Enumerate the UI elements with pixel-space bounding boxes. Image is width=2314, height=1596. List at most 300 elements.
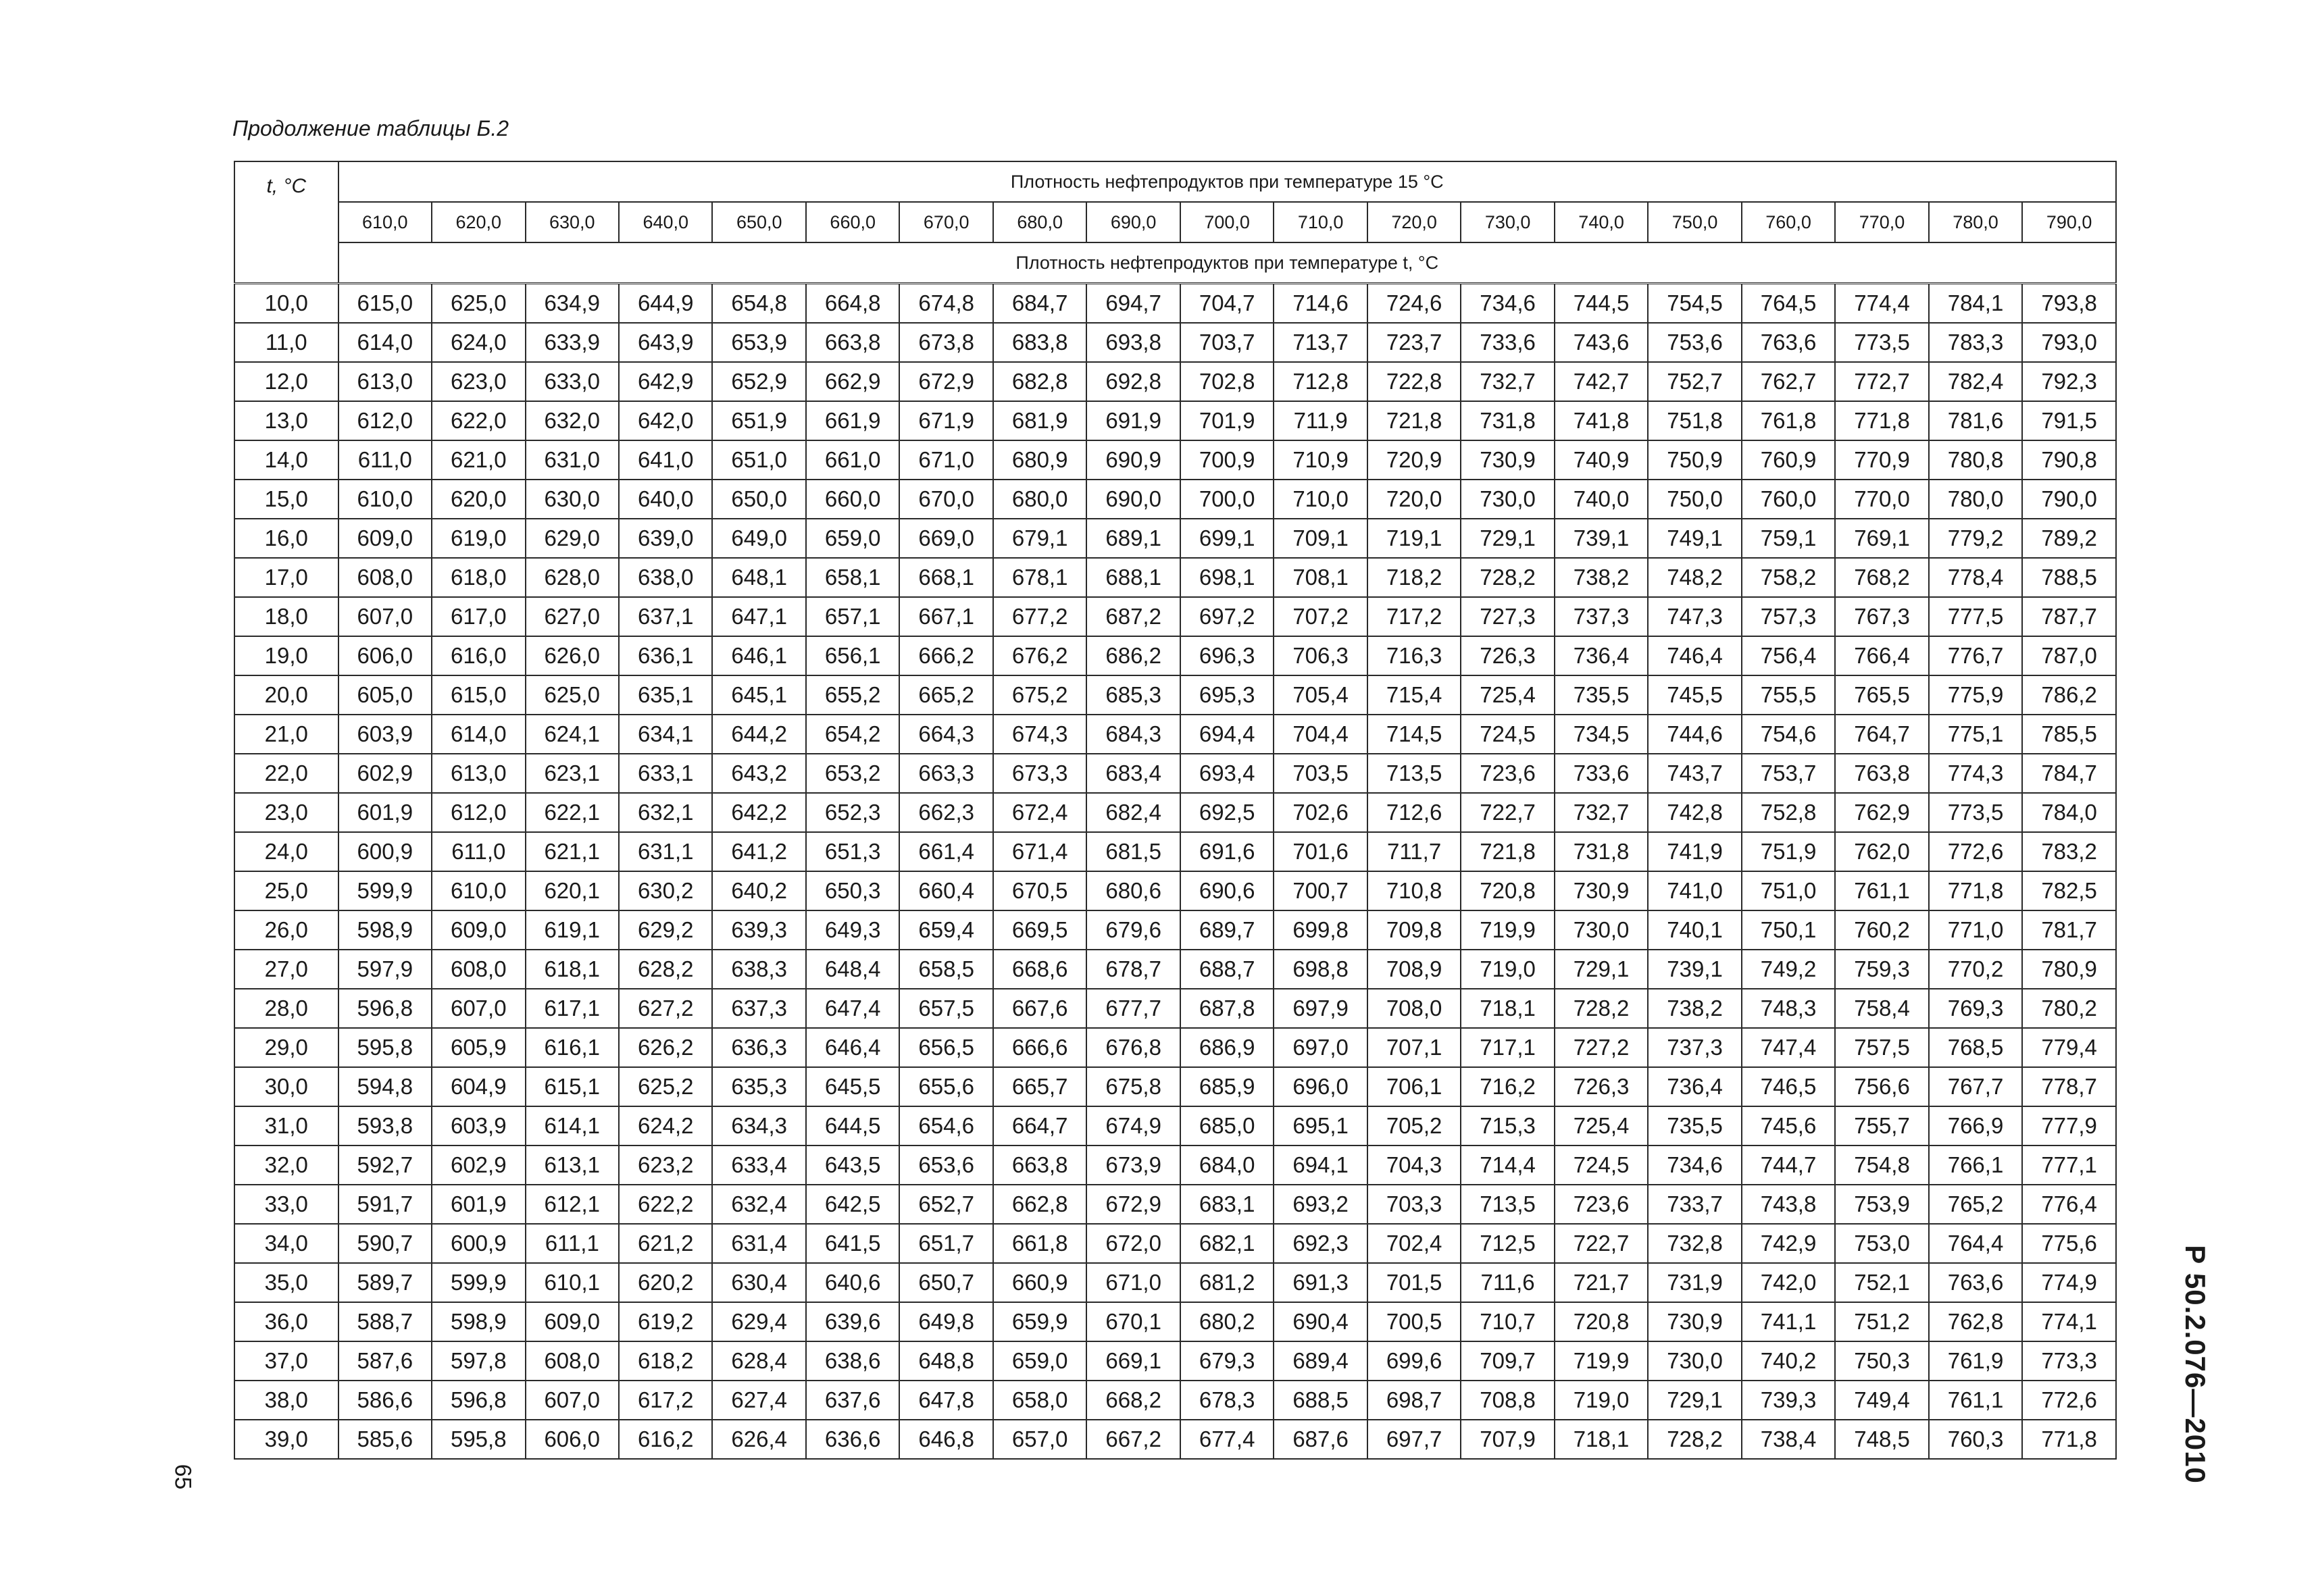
density-cell: 667,2 bbox=[1086, 1420, 1180, 1459]
density-cell: 610,1 bbox=[526, 1263, 619, 1302]
density-cell: 762,7 bbox=[1742, 362, 1835, 401]
density-cell: 702,6 bbox=[1274, 793, 1367, 832]
density-cell: 606,0 bbox=[526, 1420, 619, 1459]
density-cell: 616,1 bbox=[526, 1028, 619, 1067]
density-cell: 768,5 bbox=[1929, 1028, 2022, 1067]
density-cell: 638,3 bbox=[712, 950, 805, 989]
density-cell: 741,8 bbox=[1555, 401, 1648, 440]
density-cell: 705,2 bbox=[1367, 1106, 1461, 1145]
density-cell: 758,2 bbox=[1742, 558, 1835, 597]
density-cell: 607,0 bbox=[338, 597, 432, 636]
density-cell: 681,5 bbox=[1086, 832, 1180, 871]
density-cell: 642,2 bbox=[712, 793, 805, 832]
density-cell: 664,8 bbox=[806, 284, 899, 324]
density-cell: 780,0 bbox=[1929, 480, 2022, 519]
density-cell: 619,1 bbox=[526, 910, 619, 950]
density-cell: 753,9 bbox=[1835, 1185, 1928, 1224]
density-cell: 649,8 bbox=[899, 1302, 992, 1341]
density-cell: 750,0 bbox=[1648, 480, 1741, 519]
density-cell: 776,7 bbox=[1929, 636, 2022, 675]
density-cell: 779,4 bbox=[2022, 1028, 2116, 1067]
density-cell: 599,9 bbox=[432, 1263, 525, 1302]
density-cell: 790,0 bbox=[2022, 480, 2116, 519]
density-cell: 616,0 bbox=[432, 636, 525, 675]
density-cell: 600,9 bbox=[432, 1224, 525, 1263]
density-cell: 783,3 bbox=[1929, 323, 2022, 362]
density-cell: 716,3 bbox=[1367, 636, 1461, 675]
density-cell: 732,7 bbox=[1555, 793, 1648, 832]
density-cell: 604,9 bbox=[432, 1067, 525, 1106]
density-cell: 649,3 bbox=[806, 910, 899, 950]
density-cell: 624,2 bbox=[619, 1106, 712, 1145]
table-row bbox=[234, 1067, 2116, 1106]
density-column-header: 690,0 bbox=[1086, 202, 1180, 242]
density-cell: 673,8 bbox=[899, 323, 992, 362]
density-cell: 609,0 bbox=[432, 910, 525, 950]
density-cell: 774,3 bbox=[1929, 754, 2022, 793]
density-cell: 677,2 bbox=[993, 597, 1086, 636]
density-cell: 720,9 bbox=[1367, 440, 1461, 480]
temperature-cell: 34,0 bbox=[234, 1224, 338, 1263]
density-cell: 679,6 bbox=[1086, 910, 1180, 950]
density-cell: 713,7 bbox=[1274, 323, 1367, 362]
density-cell: 635,3 bbox=[712, 1067, 805, 1106]
density-cell: 705,4 bbox=[1274, 675, 1367, 715]
density-cell: 782,4 bbox=[1929, 362, 2022, 401]
density-cell: 708,1 bbox=[1274, 558, 1367, 597]
density-cell: 714,4 bbox=[1461, 1145, 1554, 1185]
density-cell: 772,6 bbox=[1929, 832, 2022, 871]
table-row bbox=[234, 1185, 2116, 1224]
table-row bbox=[234, 910, 2116, 950]
density-cell: 710,0 bbox=[1274, 480, 1367, 519]
table-row bbox=[234, 558, 2116, 597]
density-cell: 742,9 bbox=[1742, 1224, 1835, 1263]
density-cell: 671,4 bbox=[993, 832, 1086, 871]
density-cell: 752,7 bbox=[1648, 362, 1741, 401]
density-cell: 707,9 bbox=[1461, 1420, 1554, 1459]
density-cell: 761,1 bbox=[1835, 871, 1928, 910]
density-cell: 745,6 bbox=[1742, 1106, 1835, 1145]
density-cell: 729,1 bbox=[1461, 519, 1554, 558]
density-cell: 709,8 bbox=[1367, 910, 1461, 950]
page-number: 65 bbox=[170, 1464, 196, 1489]
density-cell: 772,6 bbox=[2022, 1381, 2116, 1420]
density-cell: 667,6 bbox=[993, 989, 1086, 1028]
density-cell: 722,8 bbox=[1367, 362, 1461, 401]
density-cell: 689,1 bbox=[1086, 519, 1180, 558]
density-cell: 698,8 bbox=[1274, 950, 1367, 989]
density-cell: 625,0 bbox=[526, 675, 619, 715]
density-cell: 761,1 bbox=[1929, 1381, 2022, 1420]
density-cell: 638,0 bbox=[619, 558, 712, 597]
density-cell: 680,9 bbox=[993, 440, 1086, 480]
density-cell: 646,4 bbox=[806, 1028, 899, 1067]
density-cell: 787,0 bbox=[2022, 636, 2116, 675]
table-row bbox=[234, 950, 2116, 989]
density-cell: 731,8 bbox=[1555, 832, 1648, 871]
density-cell: 601,9 bbox=[432, 1185, 525, 1224]
density-cell: 733,7 bbox=[1648, 1185, 1741, 1224]
density-cell: 749,1 bbox=[1648, 519, 1741, 558]
density-cell: 793,8 bbox=[2022, 284, 2116, 324]
document-number-block bbox=[2173, 1243, 2217, 1486]
temperature-cell: 39,0 bbox=[234, 1420, 338, 1459]
density-cell: 713,5 bbox=[1367, 754, 1461, 793]
density-cell: 739,3 bbox=[1742, 1381, 1835, 1420]
density-cell: 606,0 bbox=[338, 636, 432, 675]
density-column-header: 660,0 bbox=[806, 202, 899, 242]
density-cell: 764,5 bbox=[1742, 284, 1835, 324]
density-cell: 623,1 bbox=[526, 754, 619, 793]
density-column-header: 760,0 bbox=[1742, 202, 1835, 242]
density-cell: 612,1 bbox=[526, 1185, 619, 1224]
density-cell: 586,6 bbox=[338, 1381, 432, 1420]
density-cell: 751,0 bbox=[1742, 871, 1835, 910]
density-cell: 649,0 bbox=[712, 519, 805, 558]
density-cell: 697,2 bbox=[1180, 597, 1274, 636]
density-cell: 664,7 bbox=[993, 1106, 1086, 1145]
density-cell: 614,0 bbox=[432, 715, 525, 754]
density-cell: 671,0 bbox=[899, 440, 992, 480]
density-cell: 707,1 bbox=[1367, 1028, 1461, 1067]
density-column-header: 670,0 bbox=[899, 202, 992, 242]
density-cell: 650,7 bbox=[899, 1263, 992, 1302]
density-cell: 648,1 bbox=[712, 558, 805, 597]
density-cell: 659,0 bbox=[993, 1341, 1086, 1381]
density-cell: 737,3 bbox=[1555, 597, 1648, 636]
density-cell: 703,5 bbox=[1274, 754, 1367, 793]
density-cell: 754,5 bbox=[1648, 284, 1741, 324]
density-cell: 595,8 bbox=[338, 1028, 432, 1067]
density-column-header: 640,0 bbox=[619, 202, 712, 242]
density-cell: 777,5 bbox=[1929, 597, 2022, 636]
density-cell: 725,4 bbox=[1461, 675, 1554, 715]
density-cell: 773,5 bbox=[1929, 793, 2022, 832]
temperature-cell: 16,0 bbox=[234, 519, 338, 558]
temperature-column-header bbox=[234, 161, 338, 284]
density-cell: 721,8 bbox=[1461, 832, 1554, 871]
density-cell: 596,8 bbox=[432, 1381, 525, 1420]
density-cell: 674,9 bbox=[1086, 1106, 1180, 1145]
density-cell: 730,0 bbox=[1555, 910, 1648, 950]
density-cell: 621,0 bbox=[432, 440, 525, 480]
table-row bbox=[234, 1145, 2116, 1185]
density-cell: 769,3 bbox=[1929, 989, 2022, 1028]
density-cell: 663,8 bbox=[993, 1145, 1086, 1185]
density-cell: 629,2 bbox=[619, 910, 712, 950]
table-body bbox=[234, 284, 2116, 1460]
density-cell: 673,3 bbox=[993, 754, 1086, 793]
density-cell: 630,0 bbox=[526, 480, 619, 519]
density-cell: 609,0 bbox=[526, 1302, 619, 1341]
density-cell: 692,5 bbox=[1180, 793, 1274, 832]
density-cell: 632,1 bbox=[619, 793, 712, 832]
density-cell: 748,2 bbox=[1648, 558, 1741, 597]
density-cell: 675,2 bbox=[993, 675, 1086, 715]
density-cell: 701,9 bbox=[1180, 401, 1274, 440]
density-cell: 659,4 bbox=[899, 910, 992, 950]
density-cell: 690,4 bbox=[1274, 1302, 1367, 1341]
density-cell: 667,1 bbox=[899, 597, 992, 636]
density-cell: 686,9 bbox=[1180, 1028, 1274, 1067]
density-cell: 704,4 bbox=[1274, 715, 1367, 754]
density-cell: 679,3 bbox=[1180, 1341, 1274, 1381]
table-row bbox=[234, 1341, 2116, 1381]
density-cell: 655,2 bbox=[806, 675, 899, 715]
density-cell: 690,9 bbox=[1086, 440, 1180, 480]
density-cell: 718,1 bbox=[1461, 989, 1554, 1028]
density-cell: 703,7 bbox=[1180, 323, 1274, 362]
density-cell: 757,3 bbox=[1742, 597, 1835, 636]
density-cell: 678,7 bbox=[1086, 950, 1180, 989]
temperature-cell: 33,0 bbox=[234, 1185, 338, 1224]
density-cell: 617,0 bbox=[432, 597, 525, 636]
density-cell: 763,8 bbox=[1835, 754, 1928, 793]
density-cell: 653,2 bbox=[806, 754, 899, 793]
density-cell: 734,6 bbox=[1648, 1145, 1741, 1185]
density-cell: 658,0 bbox=[993, 1381, 1086, 1420]
temperature-cell: 17,0 bbox=[234, 558, 338, 597]
density-cell: 644,2 bbox=[712, 715, 805, 754]
density-cell: 684,0 bbox=[1180, 1145, 1274, 1185]
density-cell: 696,0 bbox=[1274, 1067, 1367, 1106]
density-cell: 682,1 bbox=[1180, 1224, 1274, 1263]
density-cell: 735,5 bbox=[1555, 675, 1648, 715]
density-cell: 669,5 bbox=[993, 910, 1086, 950]
density-cell: 690,0 bbox=[1086, 480, 1180, 519]
density-cell: 628,0 bbox=[526, 558, 619, 597]
density-cell: 766,4 bbox=[1835, 636, 1928, 675]
density-cell: 735,5 bbox=[1648, 1106, 1741, 1145]
density-cell: 632,0 bbox=[526, 401, 619, 440]
density-cell: 668,1 bbox=[899, 558, 992, 597]
density-cell: 627,0 bbox=[526, 597, 619, 636]
density-cell: 643,9 bbox=[619, 323, 712, 362]
density-cell: 766,9 bbox=[1929, 1106, 2022, 1145]
density-cell: 753,0 bbox=[1835, 1224, 1928, 1263]
density-cell: 631,1 bbox=[619, 832, 712, 871]
density-cell: 666,6 bbox=[993, 1028, 1086, 1067]
density-cell: 658,5 bbox=[899, 950, 992, 989]
density-column-header: 650,0 bbox=[712, 202, 805, 242]
temperature-cell: 21,0 bbox=[234, 715, 338, 754]
density-cell: 599,9 bbox=[338, 871, 432, 910]
temperature-cell: 27,0 bbox=[234, 950, 338, 989]
density-cell: 637,1 bbox=[619, 597, 712, 636]
density-cell: 783,2 bbox=[2022, 832, 2116, 871]
density-cell: 730,9 bbox=[1648, 1302, 1741, 1341]
density-cell: 736,4 bbox=[1555, 636, 1648, 675]
density-cell: 676,8 bbox=[1086, 1028, 1180, 1067]
density-cell: 660,9 bbox=[993, 1263, 1086, 1302]
density-cell: 707,2 bbox=[1274, 597, 1367, 636]
density-cell: 791,5 bbox=[2022, 401, 2116, 440]
density-cell: 679,1 bbox=[993, 519, 1086, 558]
density-cell: 695,3 bbox=[1180, 675, 1274, 715]
density-cell: 665,2 bbox=[899, 675, 992, 715]
density-cell: 756,4 bbox=[1742, 636, 1835, 675]
density-cell: 658,1 bbox=[806, 558, 899, 597]
table-row bbox=[234, 323, 2116, 362]
density-cell: 621,2 bbox=[619, 1224, 712, 1263]
density-cell: 710,8 bbox=[1367, 871, 1461, 910]
density-cell: 687,6 bbox=[1274, 1420, 1367, 1459]
density-cell: 636,1 bbox=[619, 636, 712, 675]
density-cell: 760,0 bbox=[1742, 480, 1835, 519]
density-cell: 701,5 bbox=[1367, 1263, 1461, 1302]
density-cell: 760,3 bbox=[1929, 1420, 2022, 1459]
density-cell: 770,9 bbox=[1835, 440, 1928, 480]
density-cell: 662,9 bbox=[806, 362, 899, 401]
density-cell: 672,9 bbox=[1086, 1185, 1180, 1224]
density-cell: 622,0 bbox=[432, 401, 525, 440]
temperature-cell: 22,0 bbox=[234, 754, 338, 793]
page-number-block bbox=[162, 1456, 203, 1497]
density-cell: 740,1 bbox=[1648, 910, 1741, 950]
density-cell: 597,8 bbox=[432, 1341, 525, 1381]
density-cell: 618,1 bbox=[526, 950, 619, 989]
density-cell: 678,3 bbox=[1180, 1381, 1274, 1420]
density-cell: 692,3 bbox=[1274, 1224, 1367, 1263]
density-cell: 625,0 bbox=[432, 284, 525, 324]
density-cell: 714,5 bbox=[1367, 715, 1461, 754]
density-cell: 672,4 bbox=[993, 793, 1086, 832]
density-cell: 681,9 bbox=[993, 401, 1086, 440]
density-cell: 763,6 bbox=[1929, 1263, 2022, 1302]
density-cell: 643,2 bbox=[712, 754, 805, 793]
density-cell: 637,3 bbox=[712, 989, 805, 1028]
density-cell: 730,9 bbox=[1461, 440, 1554, 480]
document-number: Р 50.2.076—2010 bbox=[2180, 1245, 2212, 1484]
density-cell: 607,0 bbox=[526, 1381, 619, 1420]
table-row bbox=[234, 401, 2116, 440]
density-cell: 733,6 bbox=[1555, 754, 1648, 793]
density-cell: 716,2 bbox=[1461, 1067, 1554, 1106]
density-cell: 767,3 bbox=[1835, 597, 1928, 636]
density-cell: 729,1 bbox=[1555, 950, 1648, 989]
density-cell: 748,5 bbox=[1835, 1420, 1928, 1459]
density-cell: 774,1 bbox=[2022, 1302, 2116, 1341]
density-cell: 739,1 bbox=[1648, 950, 1741, 989]
density-cell: 754,8 bbox=[1835, 1145, 1928, 1185]
density-cell: 689,7 bbox=[1180, 910, 1274, 950]
density-cell: 787,7 bbox=[2022, 597, 2116, 636]
density-cell: 714,6 bbox=[1274, 284, 1367, 324]
table-row bbox=[234, 440, 2116, 480]
density-cell: 724,5 bbox=[1555, 1145, 1648, 1185]
density-cell: 744,5 bbox=[1555, 284, 1648, 324]
density-cell: 696,3 bbox=[1180, 636, 1274, 675]
density-cell: 712,6 bbox=[1367, 793, 1461, 832]
density-cell: 645,1 bbox=[712, 675, 805, 715]
density-cell: 673,9 bbox=[1086, 1145, 1180, 1185]
density-cell: 726,3 bbox=[1555, 1067, 1648, 1106]
density-cell: 771,8 bbox=[1929, 871, 2022, 910]
density-cell: 784,1 bbox=[1929, 284, 2022, 324]
density-cell: 775,9 bbox=[1929, 675, 2022, 715]
density-cell: 625,2 bbox=[619, 1067, 712, 1106]
density-cell: 675,8 bbox=[1086, 1067, 1180, 1106]
density-cell: 752,1 bbox=[1835, 1263, 1928, 1302]
density-cell: 652,3 bbox=[806, 793, 899, 832]
density-cell: 635,1 bbox=[619, 675, 712, 715]
density-cell: 591,7 bbox=[338, 1185, 432, 1224]
density-cell: 792,3 bbox=[2022, 362, 2116, 401]
density-cell: 738,4 bbox=[1742, 1420, 1835, 1459]
density-cell: 742,8 bbox=[1648, 793, 1741, 832]
density-cell: 737,3 bbox=[1648, 1028, 1741, 1067]
density-cell: 793,0 bbox=[2022, 323, 2116, 362]
density-cell: 592,7 bbox=[338, 1145, 432, 1185]
density-cell: 752,8 bbox=[1742, 793, 1835, 832]
density-cell: 657,5 bbox=[899, 989, 992, 1028]
density-cell: 728,2 bbox=[1648, 1420, 1741, 1459]
density-cell: 685,0 bbox=[1180, 1106, 1274, 1145]
density-cell: 608,0 bbox=[526, 1341, 619, 1381]
density-cell: 753,7 bbox=[1742, 754, 1835, 793]
table-row bbox=[234, 480, 2116, 519]
density-cell: 676,2 bbox=[993, 636, 1086, 675]
density-cell: 730,9 bbox=[1555, 871, 1648, 910]
temperature-cell: 23,0 bbox=[234, 793, 338, 832]
table-row bbox=[234, 1106, 2116, 1145]
density-cell: 642,9 bbox=[619, 362, 712, 401]
density-cell: 784,0 bbox=[2022, 793, 2116, 832]
density-cell: 688,1 bbox=[1086, 558, 1180, 597]
density-cell: 682,8 bbox=[993, 362, 1086, 401]
density-cell: 670,1 bbox=[1086, 1302, 1180, 1341]
density-cell: 738,2 bbox=[1555, 558, 1648, 597]
density-cell: 668,6 bbox=[993, 950, 1086, 989]
table-row bbox=[234, 675, 2116, 715]
density-cell: 670,5 bbox=[993, 871, 1086, 910]
density-cell: 640,6 bbox=[806, 1263, 899, 1302]
density-cell: 720,8 bbox=[1461, 871, 1554, 910]
density-cell: 750,3 bbox=[1835, 1341, 1928, 1381]
density-cell: 638,6 bbox=[806, 1341, 899, 1381]
density-cell: 620,2 bbox=[619, 1263, 712, 1302]
density-cell: 694,1 bbox=[1274, 1145, 1367, 1185]
density-cell: 653,9 bbox=[712, 323, 805, 362]
density-cell: 741,0 bbox=[1648, 871, 1741, 910]
density-at-t-header: Плотность нефтепродуктов при температуре t, °С bbox=[338, 242, 2116, 284]
density-cell: 663,3 bbox=[899, 754, 992, 793]
density-cell: 723,7 bbox=[1367, 323, 1461, 362]
density-cell: 695,1 bbox=[1274, 1106, 1367, 1145]
density-cell: 665,7 bbox=[993, 1067, 1086, 1106]
density-cell: 729,1 bbox=[1648, 1381, 1741, 1420]
density-column-header: 790,0 bbox=[2022, 202, 2116, 242]
temperature-cell: 30,0 bbox=[234, 1067, 338, 1106]
density-cell: 672,9 bbox=[899, 362, 992, 401]
density-cell: 770,0 bbox=[1835, 480, 1928, 519]
density-cell: 621,1 bbox=[526, 832, 619, 871]
density-cell: 668,2 bbox=[1086, 1381, 1180, 1420]
temperature-cell: 26,0 bbox=[234, 910, 338, 950]
table-header bbox=[234, 161, 2116, 284]
density-cell: 730,0 bbox=[1461, 480, 1554, 519]
density-cell: 762,8 bbox=[1929, 1302, 2022, 1341]
density-cell: 700,7 bbox=[1274, 871, 1367, 910]
density-cell: 654,2 bbox=[806, 715, 899, 754]
density-cell: 713,5 bbox=[1461, 1185, 1554, 1224]
density-cell: 615,0 bbox=[432, 675, 525, 715]
table-row bbox=[234, 362, 2116, 401]
density-cell: 629,4 bbox=[712, 1302, 805, 1341]
density-cell: 717,2 bbox=[1367, 597, 1461, 636]
density-cell: 687,2 bbox=[1086, 597, 1180, 636]
